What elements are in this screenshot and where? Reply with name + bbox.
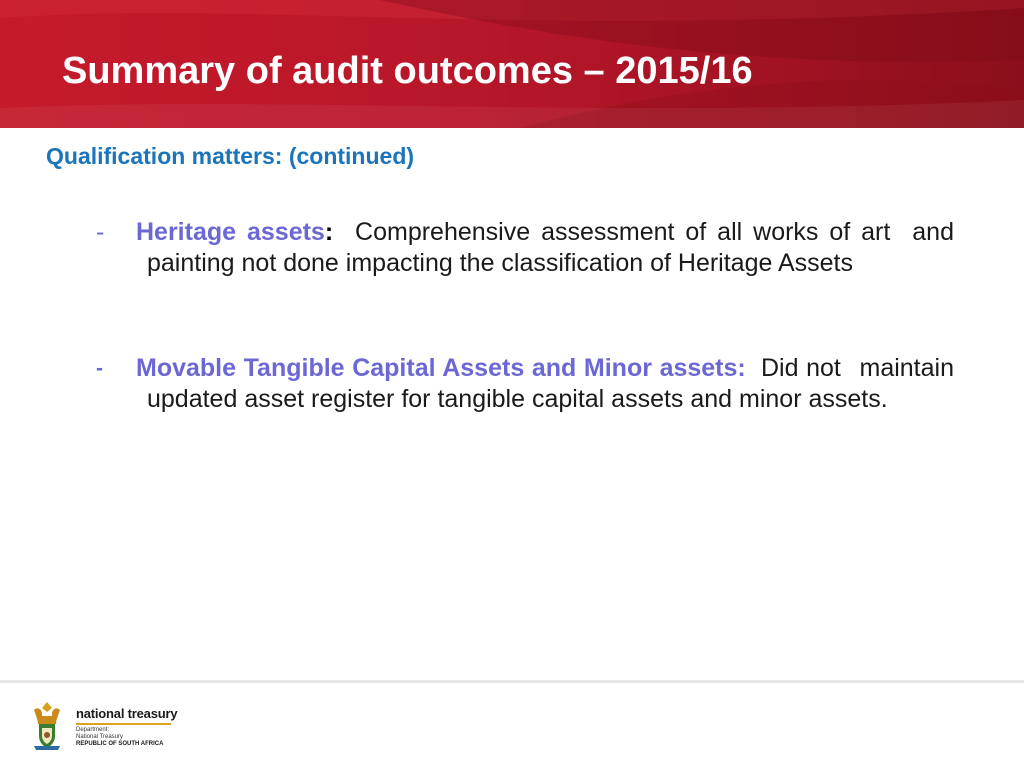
bullet-colon: : — [324, 218, 334, 246]
logo-department: Department: — [76, 727, 110, 733]
bullet-dash: - — [96, 218, 105, 246]
header-banner — [0, 0, 1024, 128]
bullet-first-line: Comprehensive assessment of all works of art — [355, 218, 891, 246]
section-subtitle: Qualification matters: (continued) — [46, 143, 415, 169]
footer-divider — [0, 680, 1024, 683]
coat-of-arms-icon — [28, 700, 66, 752]
bullet-first-line: Did not — [760, 354, 841, 382]
bullet-continuation: maintain updated asset register for tangible capital assets and minor assets. — [147, 354, 954, 413]
bullet-lead — [136, 218, 890, 246]
bullet-continuation: and painting not done impacting the classification of Heritage Assets — [147, 218, 954, 277]
logo-country: REPUBLIC OF SOUTH AFRICA — [76, 741, 164, 747]
bullet-heading: Heritage assets — [136, 218, 325, 246]
bullet-text — [136, 217, 954, 279]
page-title: Summary of audit outcomes – 2015/16 — [62, 50, 753, 92]
bullet-lead — [136, 354, 841, 382]
bullet-heading: Movable Tangible Capital Assets and Minor assets: — [136, 354, 746, 382]
logo-department-name: National Treasury — [76, 734, 124, 740]
logo-underline — [76, 723, 171, 725]
logo-name: national treasury — [76, 706, 178, 721]
bullet-text — [136, 353, 954, 415]
bullet-dash: - — [96, 357, 103, 380]
